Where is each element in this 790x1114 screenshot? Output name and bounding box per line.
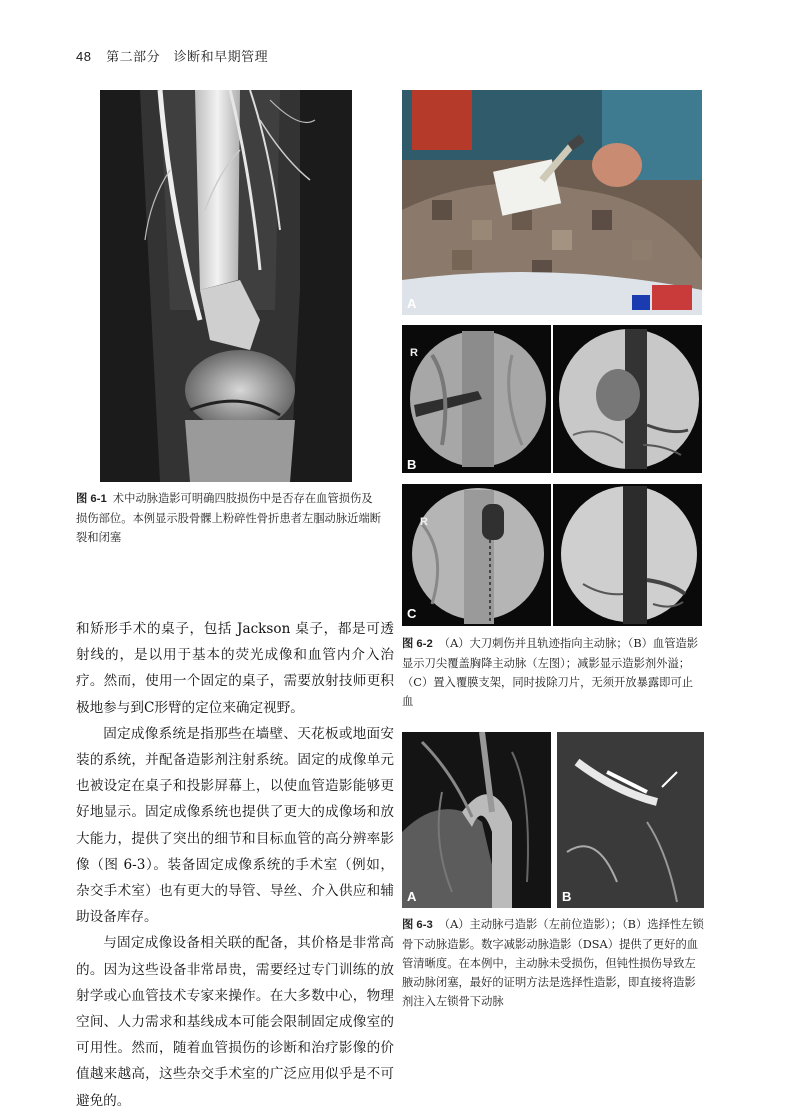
figure-6-2b-right-image bbox=[553, 325, 702, 473]
figure-label: 图 6-3 bbox=[402, 919, 433, 931]
panel-label-b: B bbox=[562, 889, 572, 904]
marker-r: R bbox=[420, 516, 428, 528]
figure-6-3b-image bbox=[557, 732, 704, 908]
figure-6-3-caption bbox=[402, 915, 704, 1011]
panel-label-a: A bbox=[407, 889, 417, 904]
surgical-photo-illustration bbox=[402, 90, 702, 315]
leg-angiogram-illustration bbox=[100, 90, 352, 482]
figure-6-2a-image bbox=[402, 90, 702, 315]
paragraph: 固定成像系统是指那些在墙壁、天花板或地面安装的系统，并配备造影剂注射系统。固定的成像单元也被设定在桌子和投影屏幕上，以使血管造影能够更好地显示。固定成像系统也提供了更大的成像场和放大能力，提供了突出的细节和目标血管的高分辨率影像（图 6-3）。装备固定成像系统的手术室（例如，杂交手术室）也有更大的导管、导丝、介入供应和辅助设备库存。 bbox=[76, 725, 394, 926]
figure-label: 图 6-2 bbox=[402, 638, 433, 650]
dsa-b-right-illustration bbox=[553, 325, 702, 473]
figure-6-2c-right-image bbox=[553, 484, 702, 626]
fluoro-c-left-illustration bbox=[402, 484, 551, 626]
figure-6-2c-left-image bbox=[402, 484, 551, 626]
panel-label-b: B bbox=[407, 457, 417, 472]
caption-text: 术中动脉造影可明确四肢损伤中是否存在血管损伤及损伤部位。本例显示股骨髁上粉碎性骨折患者左腘动脉近端断裂和闭塞 bbox=[76, 492, 382, 544]
paragraph: 与固定成像设备相关联的配备，其价格是非常高的。因为这些设备非常昂贵，需要经过专门训练的放射学或心血管技术专家来操作。在大多数中心，物理空间、人力需求和基线成本可能会限制固定成像室的可用性。然而，随着血管损伤的诊断和治疗影像的价值越来越高，这些杂交手术室的广泛应用似乎是不可避免的。 bbox=[76, 935, 394, 1109]
caption-text: （A）大刀刺伤并且轨迹指向主动脉；（B）血管造影显示刀尖覆盖胸降主动脉（左图）；减影显示造影剂外溢；（C）置入覆膜支架，同时拔除刀片，无须开放暴露即可止血 bbox=[402, 637, 699, 708]
aortic-arch-illustration bbox=[402, 732, 551, 908]
body-text bbox=[76, 616, 394, 1114]
panel-label-a: A bbox=[407, 296, 417, 311]
dsa-c-right-illustration bbox=[553, 484, 702, 626]
paragraph: 和矫形手术的桌子，包括 Jackson 桌子，都是可透射线的，是以用于基本的荧光成像和血管内介入治疗。然而，使用一个固定的桌子，需要放射技师更积极地参与到C形臂的定位来确定视野。 bbox=[76, 621, 394, 716]
marker-r: R bbox=[410, 347, 418, 359]
figure-6-2-caption bbox=[402, 634, 704, 711]
page-number: 48 bbox=[76, 49, 92, 64]
fluoro-b-left-illustration bbox=[402, 325, 551, 473]
figure-6-3a-image bbox=[402, 732, 551, 908]
figure-6-1-image bbox=[100, 90, 352, 482]
figure-label: 图 6-1 bbox=[76, 493, 107, 505]
running-header bbox=[76, 46, 268, 65]
figure-6-1-caption bbox=[76, 489, 382, 547]
panel-label-c: C bbox=[407, 606, 417, 621]
subclavian-dsa-illustration bbox=[557, 732, 704, 908]
section-title: 第二部分 诊断和早期管理 bbox=[106, 50, 269, 65]
figure-6-2b-left-image bbox=[402, 325, 551, 473]
caption-text: （A）主动脉弓造影（左前位造影）；（B）选择性左锁骨下动脉造影。数字减影动脉造影（DSA）提供了更好的血管清晰度。在本例中，主动脉未受损伤，但钝性损伤导致左腋动脉闭塞，最好的证明方法是选择性造影，即直接将造影剂注入左锁骨下动脉 bbox=[402, 918, 704, 1008]
